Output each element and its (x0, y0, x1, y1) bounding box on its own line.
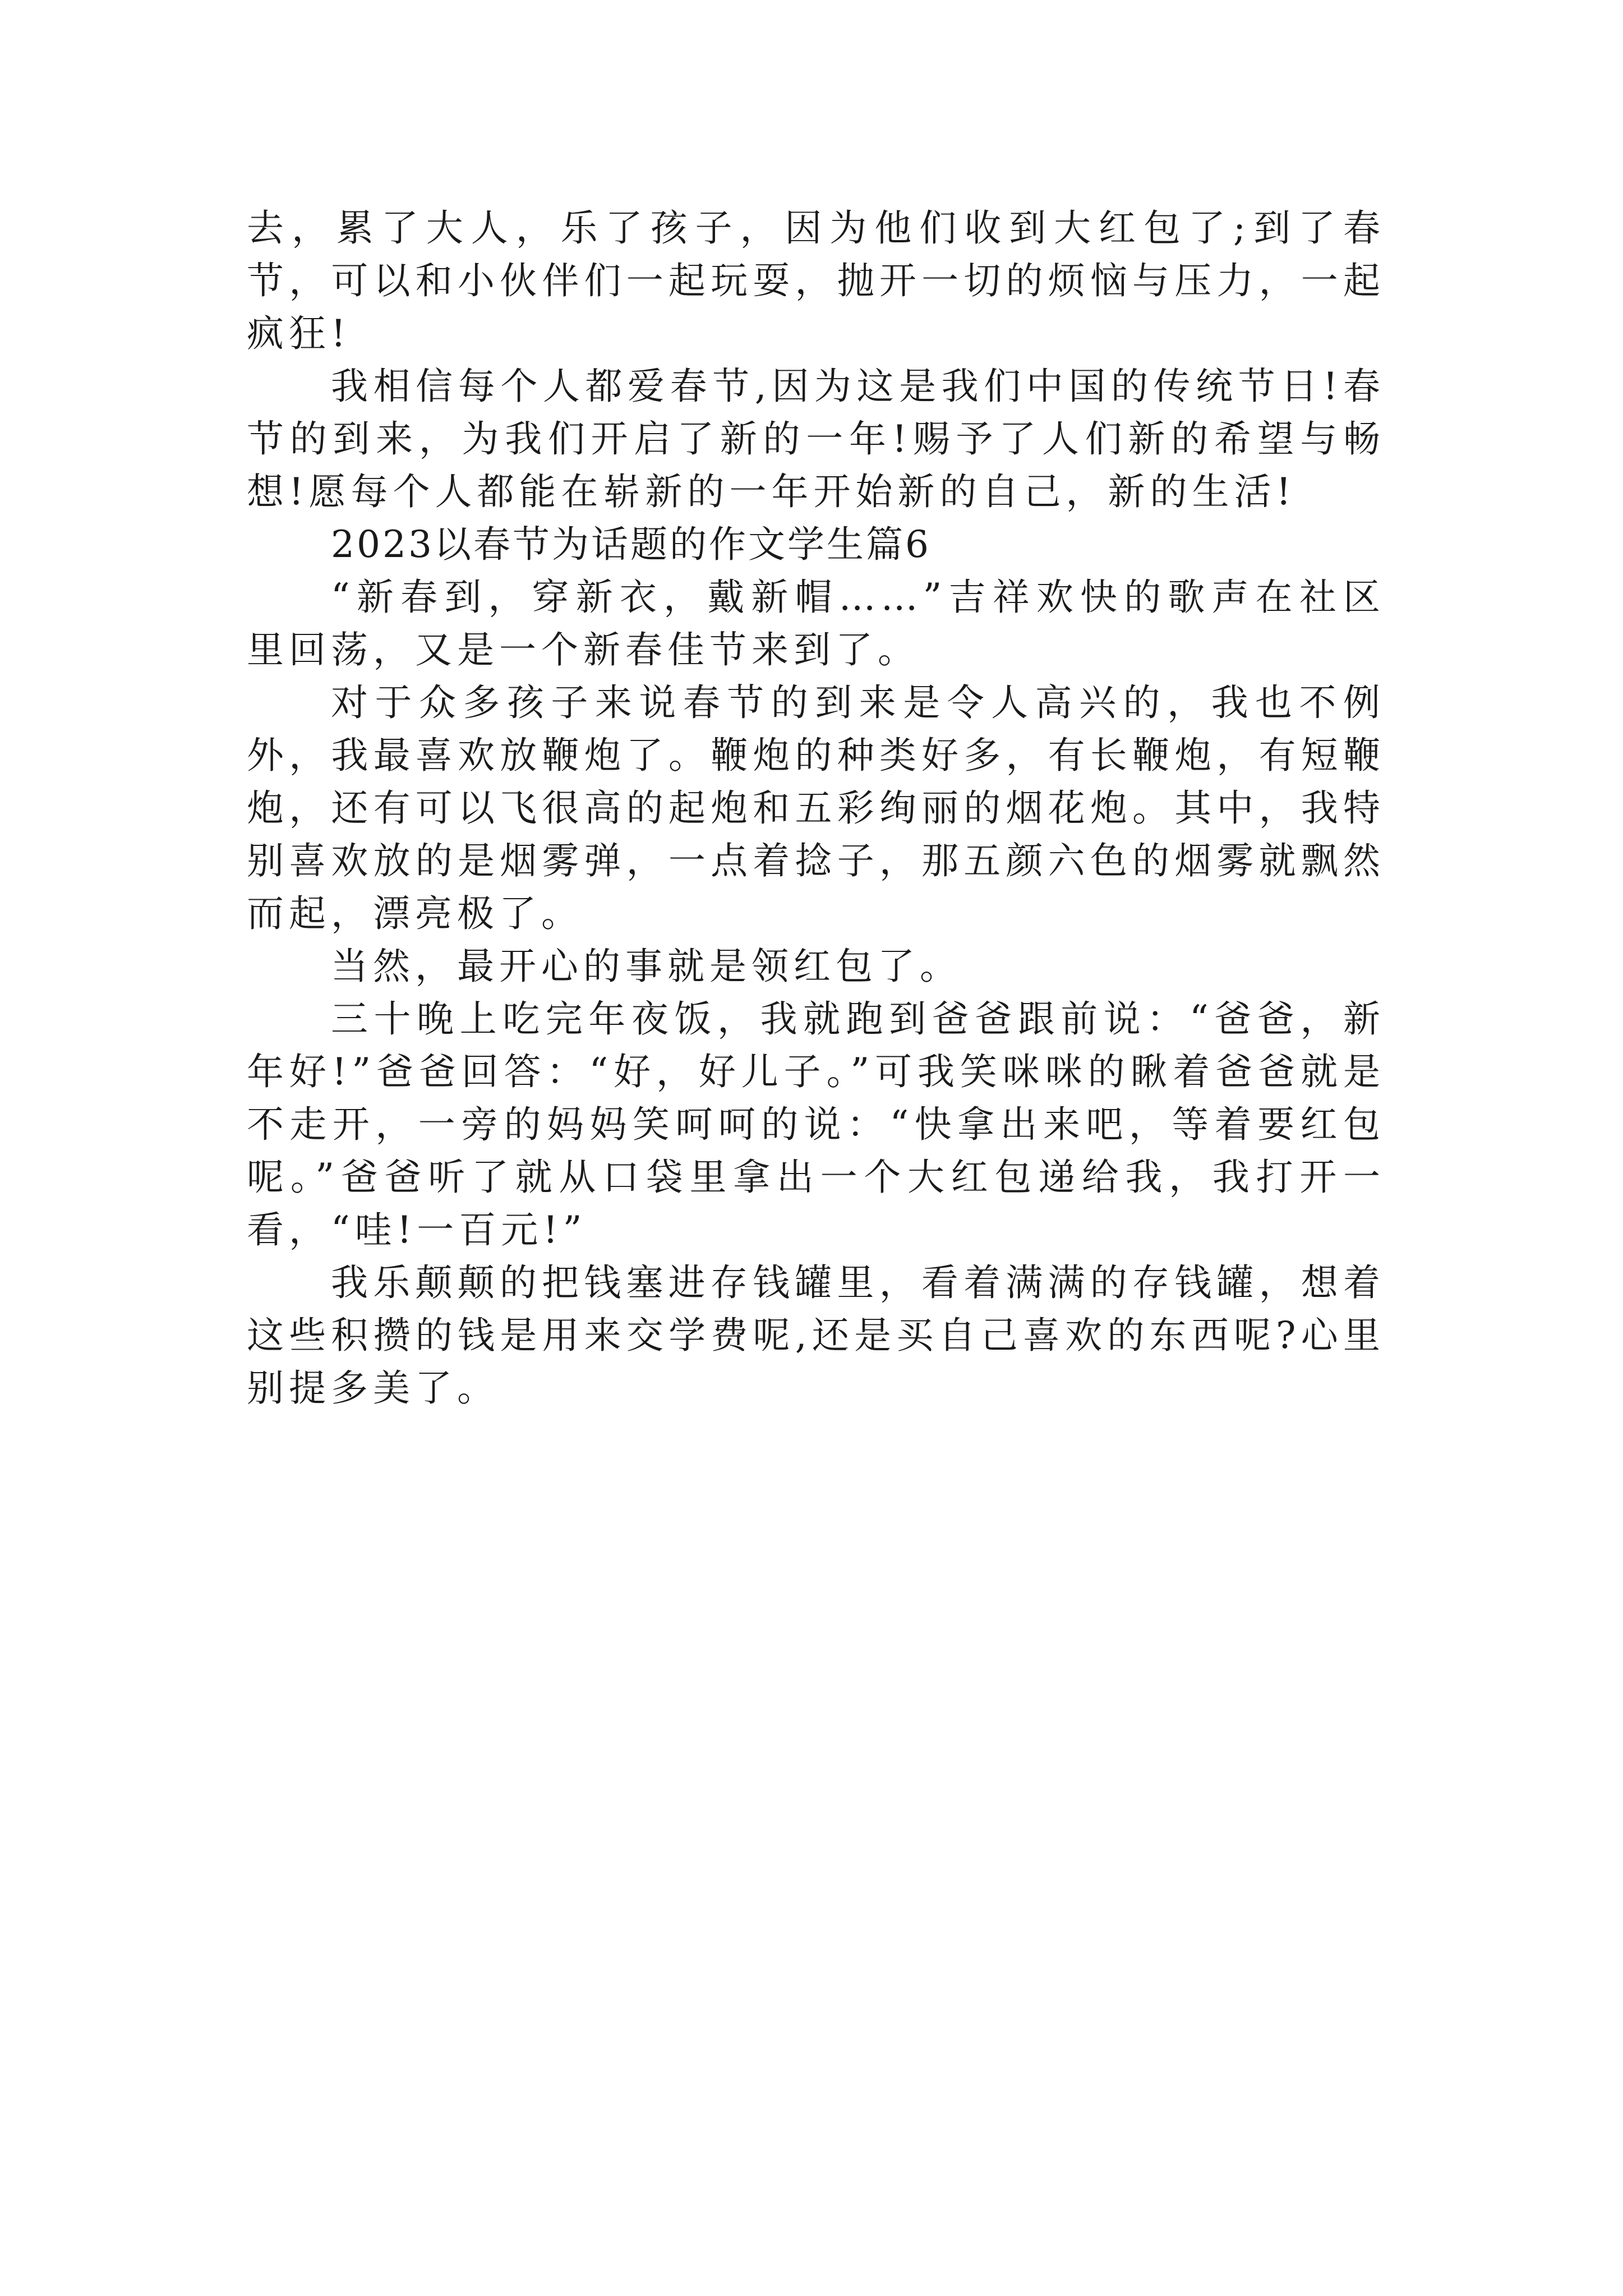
paragraph: “新春到，穿新衣，戴新帽……”吉祥欢快的歌声在社区里回荡，又是一个新春佳节来到了。 (247, 576, 1385, 671)
paragraph: 三十晚上吃完年夜饭，我就跑到爸爸跟前说：“爸爸，新年好!”爸爸回答：“好，好儿子。”可我笑咪咪的瞅着爸爸就是不走开，一旁的妈妈笑呵呵的说：“快拿出来吧，等着要红包呢。”爸爸听了就从口袋里拿出一个大红包递给我，我打开一看，“哇!一百元!” (247, 997, 1385, 1251)
section-heading: 2023以春节为话题的作文学生篇6 (331, 523, 931, 566)
paragraph: 我相信每个人都爱春节,因为这是我们中国的传统节日!春节的到来，为我们开启了新的一年!赐予了人们新的希望与畅想!愿每个人都能在崭新的一年开始新的自己，新的生活! (247, 365, 1385, 513)
paragraph: 我乐颠颠的把钱塞进存钱罐里，看着满满的存钱罐，想着这些积攒的钱是用来交学费呢,还是买自己喜欢的东西呢?心里别提多美了。 (247, 1261, 1385, 1410)
paragraph-continuation: 去，累了大人，乐了孩子，因为他们收到大红包了;到了春节，可以和小伙伴们一起玩耍，抛开一切的烦恼与压力，一起疯狂! (247, 206, 1385, 355)
article-body (247, 202, 1385, 1415)
paragraph: 对于众多孩子来说春节的到来是令人高兴的，我也不例外，我最喜欢放鞭炮了。鞭炮的种类好多，有长鞭炮，有短鞭炮，还有可以飞很高的起炮和五彩绚丽的烟花炮。其中，我特别喜欢放的是烟雾弹，一点着捻子，那五颜六色的烟雾就飘然而起，漂亮极了。 (247, 681, 1385, 935)
paragraph: 当然，最开心的事就是领红包了。 (331, 945, 962, 988)
